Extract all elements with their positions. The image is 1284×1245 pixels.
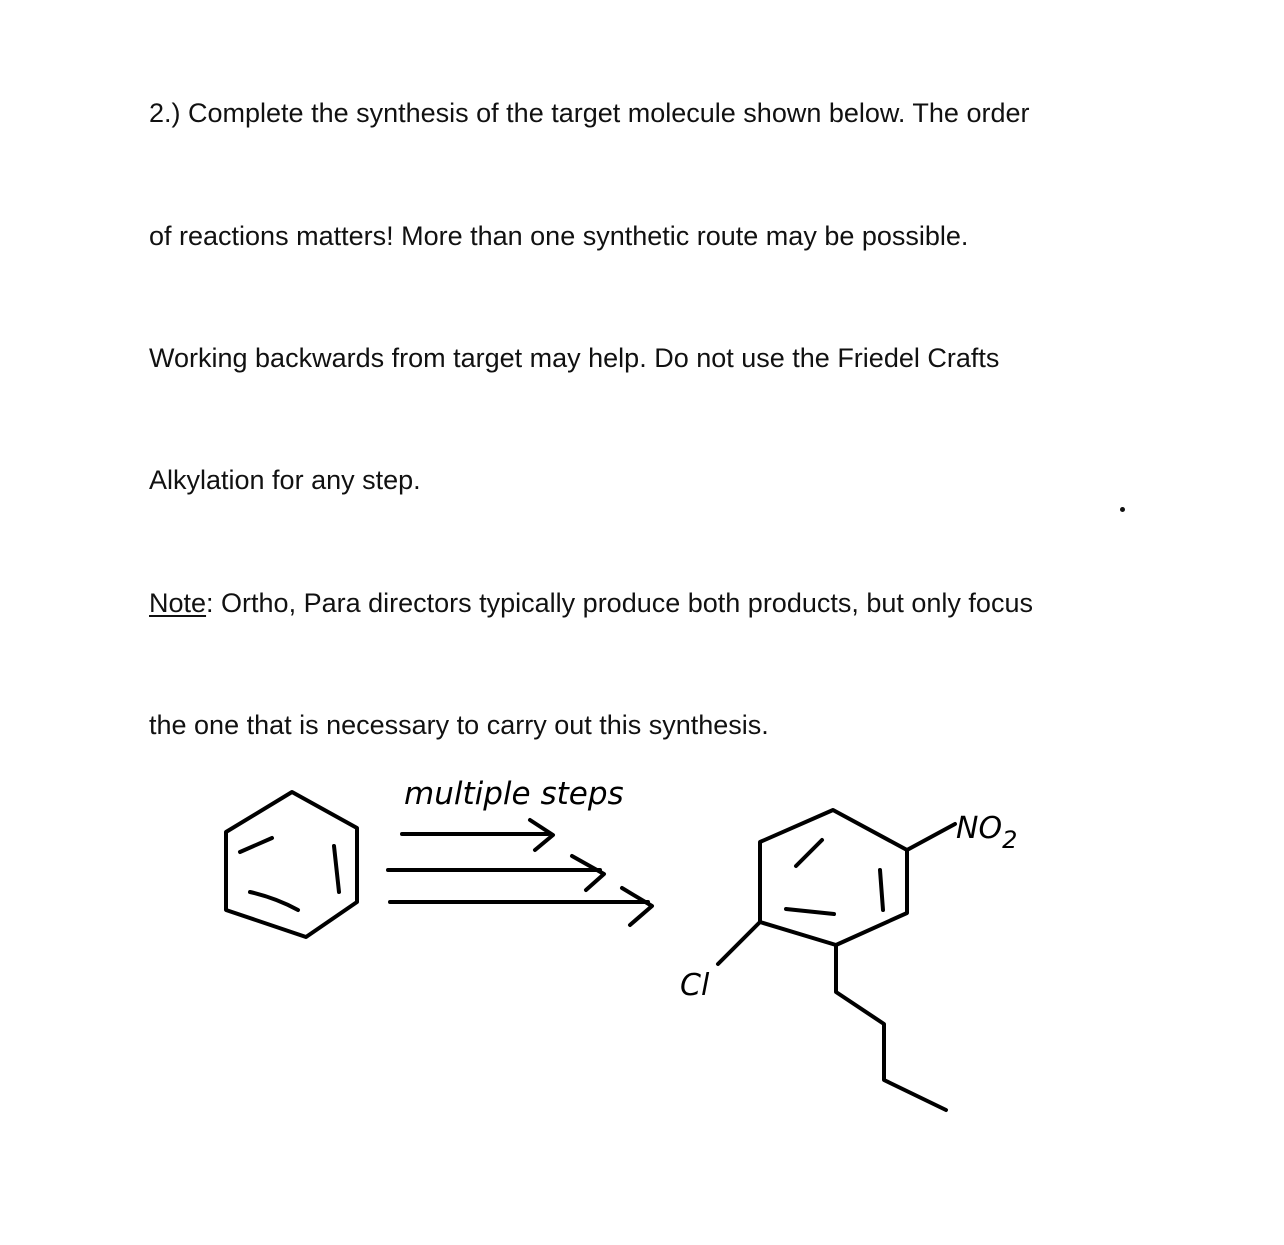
benzene-double-bond-3 bbox=[250, 892, 298, 910]
target-double-bond-3 bbox=[786, 909, 834, 914]
problem-line-4: Alkylation for any step. bbox=[149, 465, 421, 495]
nitro-subscript: 2 bbox=[1002, 826, 1018, 854]
target-double-bond-1 bbox=[796, 840, 822, 866]
problem-line-2: of reactions matters! More than one synthetic route may be possible. bbox=[149, 221, 969, 251]
propyl-chain bbox=[836, 945, 946, 1110]
nitro-text: NO bbox=[956, 811, 1003, 846]
reaction-arrows bbox=[388, 820, 652, 925]
benzene-double-bond-1 bbox=[240, 838, 272, 852]
arrow-head-3 bbox=[622, 888, 652, 925]
target-double-bond-2 bbox=[880, 870, 883, 910]
chloro-bond bbox=[718, 922, 760, 964]
benzene-starting-material bbox=[226, 792, 357, 937]
problem-line-6: the one that is necessary to carry out this synthesis. bbox=[149, 710, 769, 740]
arrow-head-2 bbox=[572, 856, 604, 890]
nitro-label bbox=[956, 811, 1017, 854]
note-label: Note bbox=[149, 588, 207, 618]
problem-line-3: Working backwards from target may help. Do not use the Friedel Crafts bbox=[149, 343, 1000, 373]
problem-line-1: 2.) Complete the synthesis of the target molecule shown below. The order bbox=[149, 98, 1030, 128]
nitro-bond bbox=[907, 824, 955, 850]
arrow-label: multiple steps bbox=[404, 776, 624, 812]
target-molecule bbox=[718, 810, 955, 1110]
benzene-double-bond-2 bbox=[334, 846, 339, 892]
note-text: : Ortho, Para directors typically produce both products, but only focus bbox=[206, 588, 1033, 618]
target-ring bbox=[760, 810, 907, 945]
chloro-label: Cl bbox=[680, 968, 710, 1003]
